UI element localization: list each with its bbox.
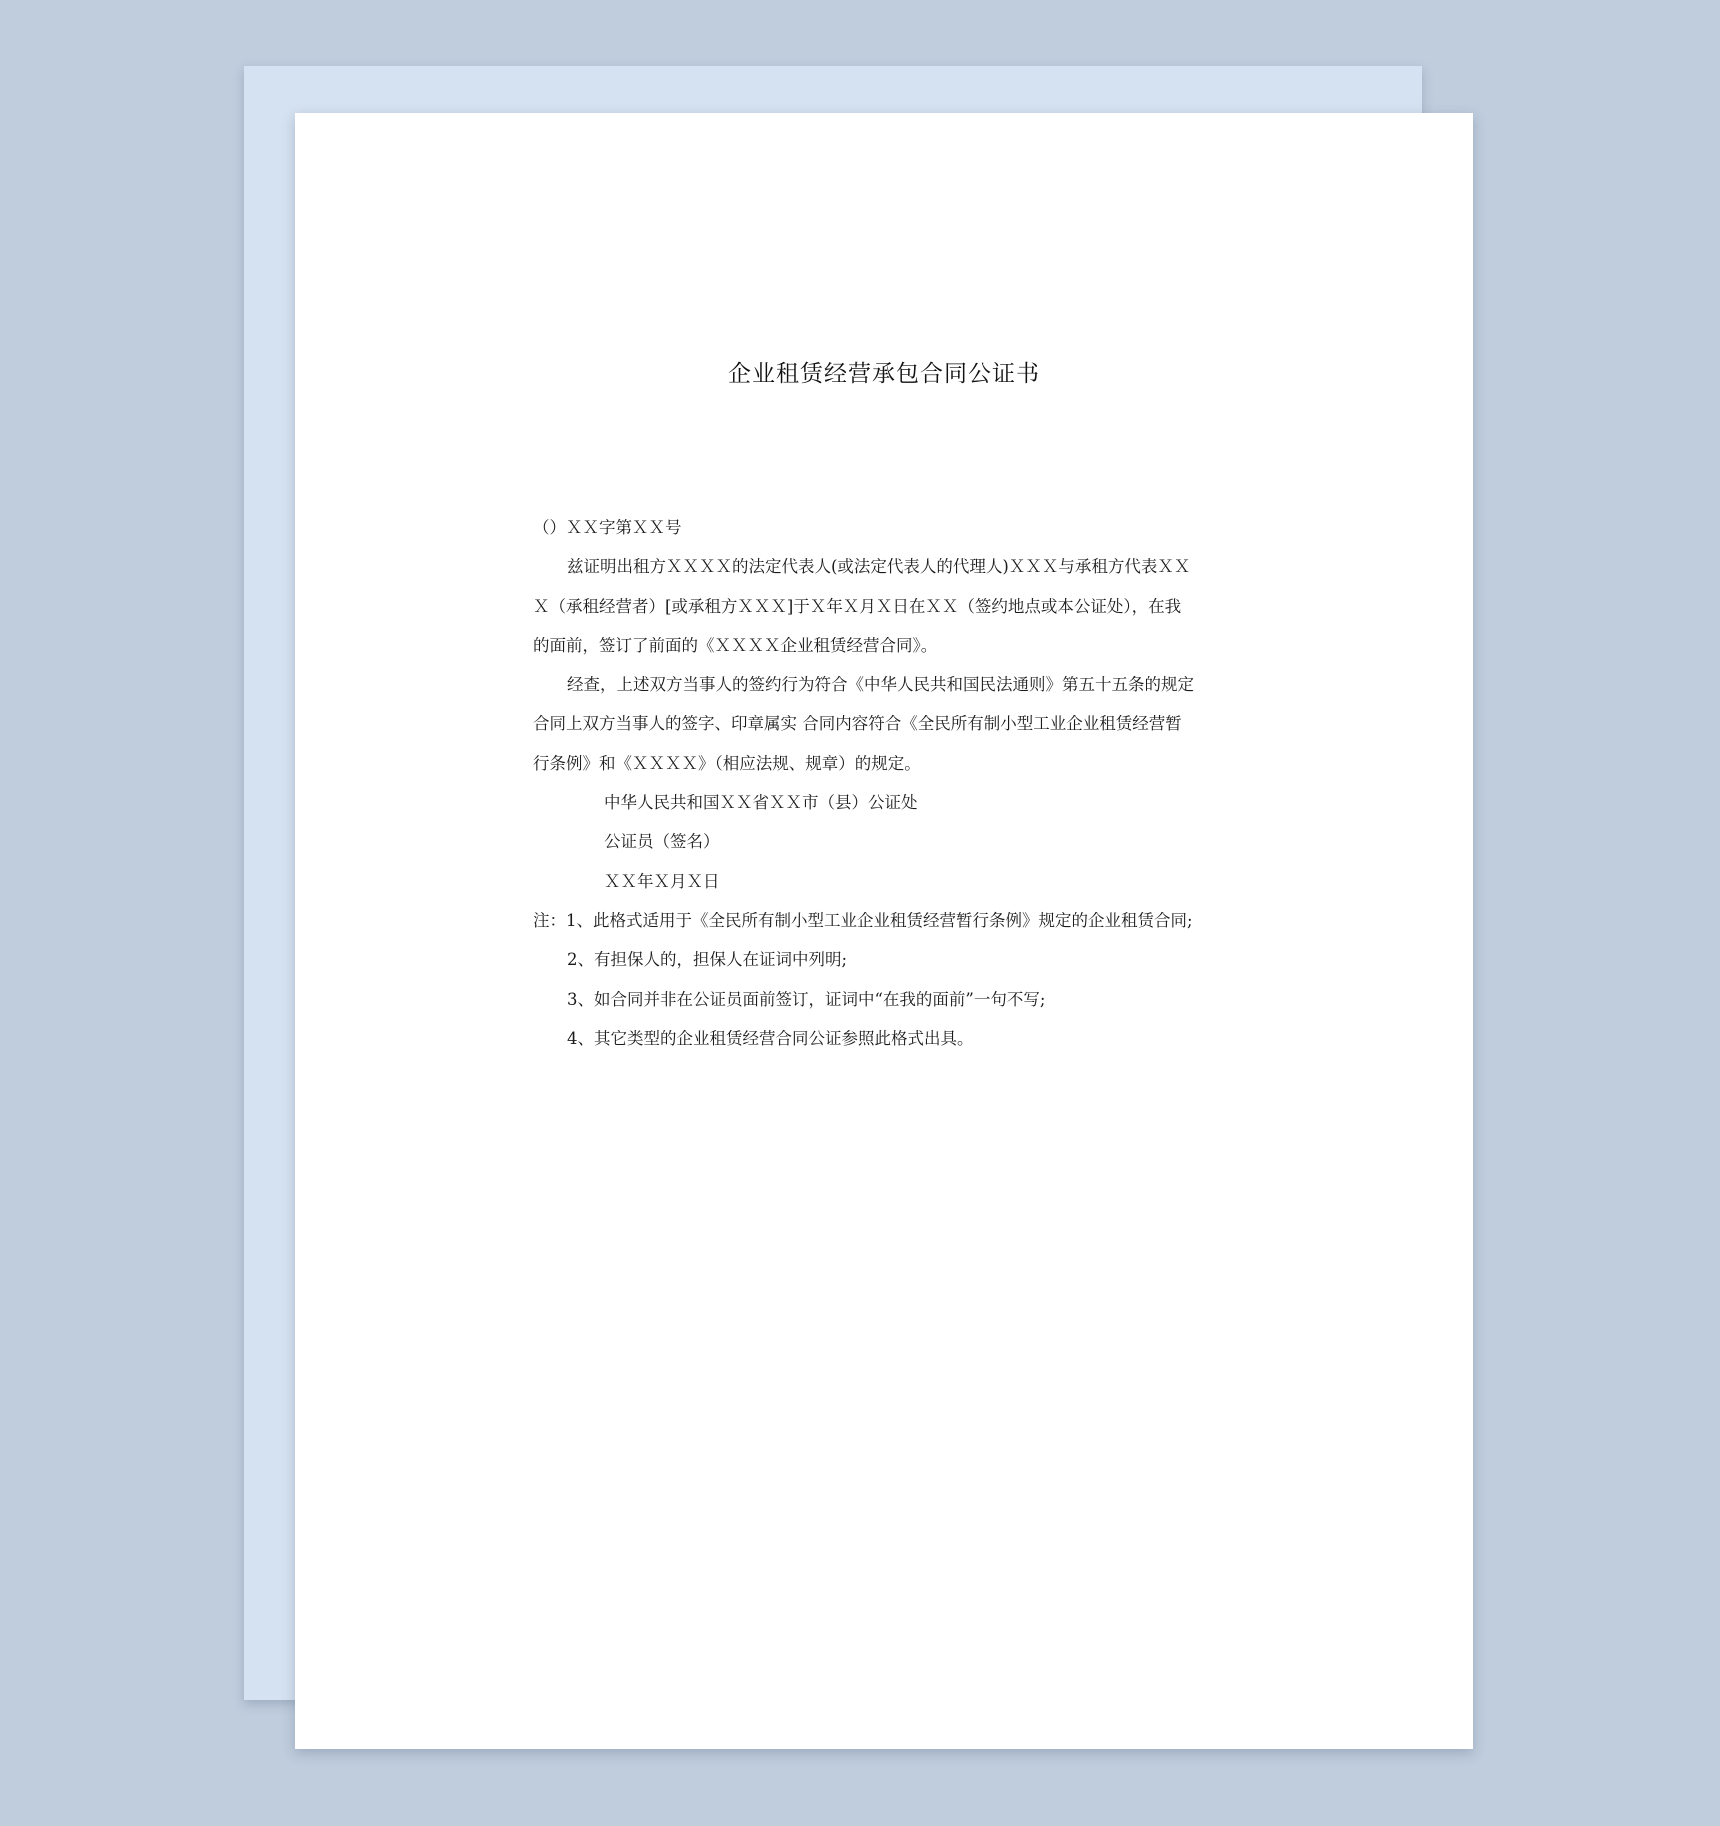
paragraph1-line1: 兹证明出租方ＸＸＸＸ的法定代表人(或法定代表人的代理人)ＸＸＸ与承租方代表ＸＸ [567, 557, 1191, 577]
signature-office: 中华人民共和国ＸＸ省ＸＸ市（县）公证处 [604, 793, 918, 813]
document-body [533, 508, 1233, 1058]
paragraph1-line3: 的面前，签订了前面的《ＸＸＸＸ企业租赁经营合同》。 [533, 635, 938, 655]
note-3: 3、如合同并非在公证员面前签订，证词中“在我的面前”一句不写; [567, 989, 1046, 1009]
reference-number: （）ＸＸ字第ＸＸ号 [533, 518, 682, 537]
note-2: 2、有担保人的，担保人在证词中列明; [567, 950, 848, 970]
document-title: 企业租赁经营承包合同公证书 [728, 361, 1040, 387]
paragraph2-line1: 经查，上述双方当事人的签约行为符合《中华人民共和国民法通则》第五十五条的规定 [567, 675, 1194, 695]
note-4: 4、其它类型的企业租赁经营合同公证参照此格式出具。 [567, 1028, 974, 1048]
document-page [295, 113, 1473, 1749]
signature-notary: 公证员（签名） [604, 832, 720, 852]
paragraph2-line2: 合同上双方当事人的签字、印章属实 合同内容符合《全民所有制小型工业企业租赁经营暂 [533, 714, 1182, 734]
paragraph1-line2: Ｘ（承租经营者）[或承租方ＸＸＸ]于Ｘ年Ｘ月Ｘ日在ＸＸ（签约地点或本公证处），在我 [533, 596, 1182, 616]
paragraph2-line3: 行条例》和《ＸＸＸＸ》（相应法规、规章）的规定。 [533, 753, 921, 773]
signature-date: ＸＸ年Ｘ月Ｘ日 [604, 871, 720, 891]
note-1: 注：1、此格式适用于《全民所有制小型工业企业租赁经营暂行条例》规定的企业租赁合同; [533, 910, 1193, 930]
